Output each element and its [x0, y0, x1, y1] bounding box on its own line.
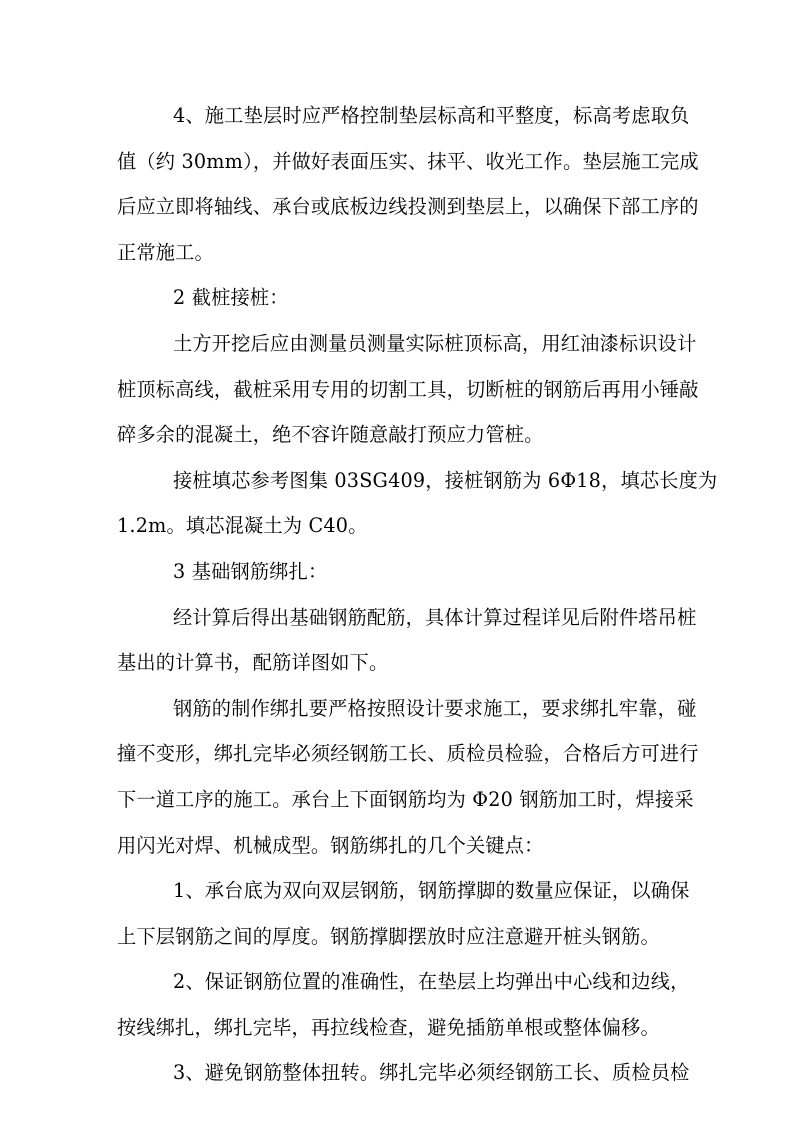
text-line: 撞不变形，绑扎完毕必须经钢筋工长、质检员检验，合格后方可进行 [117, 742, 699, 766]
text-line: 用闪光对焊、机械成型。钢筋绑扎的几个关键点： [117, 833, 544, 857]
text-line: 按线绑扎，绑扎完毕，再拉线检查，避免插筋单根或整体偏移。 [117, 1015, 660, 1039]
text-line: 1.2m。填芯混凝土为 C40。 [117, 514, 368, 538]
text-line: 土方开挖后应由测量员测量实际桩顶标高，用红油漆标识设计 [173, 331, 697, 355]
text-line: 4、施工垫层时应严格控制垫层标高和平整度，标高考虑取负 [173, 104, 690, 127]
text-line: 后应立即将轴线、承台或底板边线投测到垫层上，以确保下部工序的 [117, 195, 699, 219]
text-line: 上下层钢筋之间的厚度。钢筋撑脚摆放时应注意避开桩头钢筋。 [117, 924, 660, 948]
section-heading: 2 截桩接桩： [173, 286, 289, 310]
text-line: 值（约 30mm），并做好表面压实、抹平、收光工作。垫层施工完成 [117, 149, 699, 173]
text-line: 正常施工。 [117, 240, 214, 264]
document-body [117, 93, 718, 1096]
text-line: 接桩填芯参考图集 03SG409，接桩钢筋为 6Φ18，填芯长度为 [173, 468, 718, 492]
text-line: 钢筋的制作绑扎要严格按照设计要求施工，要求绑扎牢靠，碰 [173, 696, 697, 720]
text-line: 碎多余的混凝土，绝不容许随意敲打预应力管桩。 [117, 423, 544, 447]
text-line: 基出的计算书，配筋详图如下。 [117, 651, 389, 675]
text-line: 经计算后得出基础钢筋配筋，具体计算过程详见后附件塔吊桩 [173, 605, 697, 629]
section-heading: 3 基础钢筋绑扎： [173, 559, 328, 583]
text-line: 下一道工序的施工。承台上下面钢筋均为 Φ20 钢筋加工时，焊接采 [117, 787, 694, 811]
text-line: 1、承台底为双向双层钢筋，钢筋撑脚的数量应保证，以确保 [173, 879, 690, 903]
text-line: 2、保证钢筋位置的准确性，在垫层上均弹出中心线和边线， [173, 970, 690, 994]
text-line: 3、避免钢筋整体扭转。绑扎完毕必须经钢筋工长、质检员检 [173, 1061, 690, 1085]
text-line: 桩顶标高线，截桩采用专用的切割工具，切断桩的钢筋后再用小锤敲 [117, 377, 699, 401]
